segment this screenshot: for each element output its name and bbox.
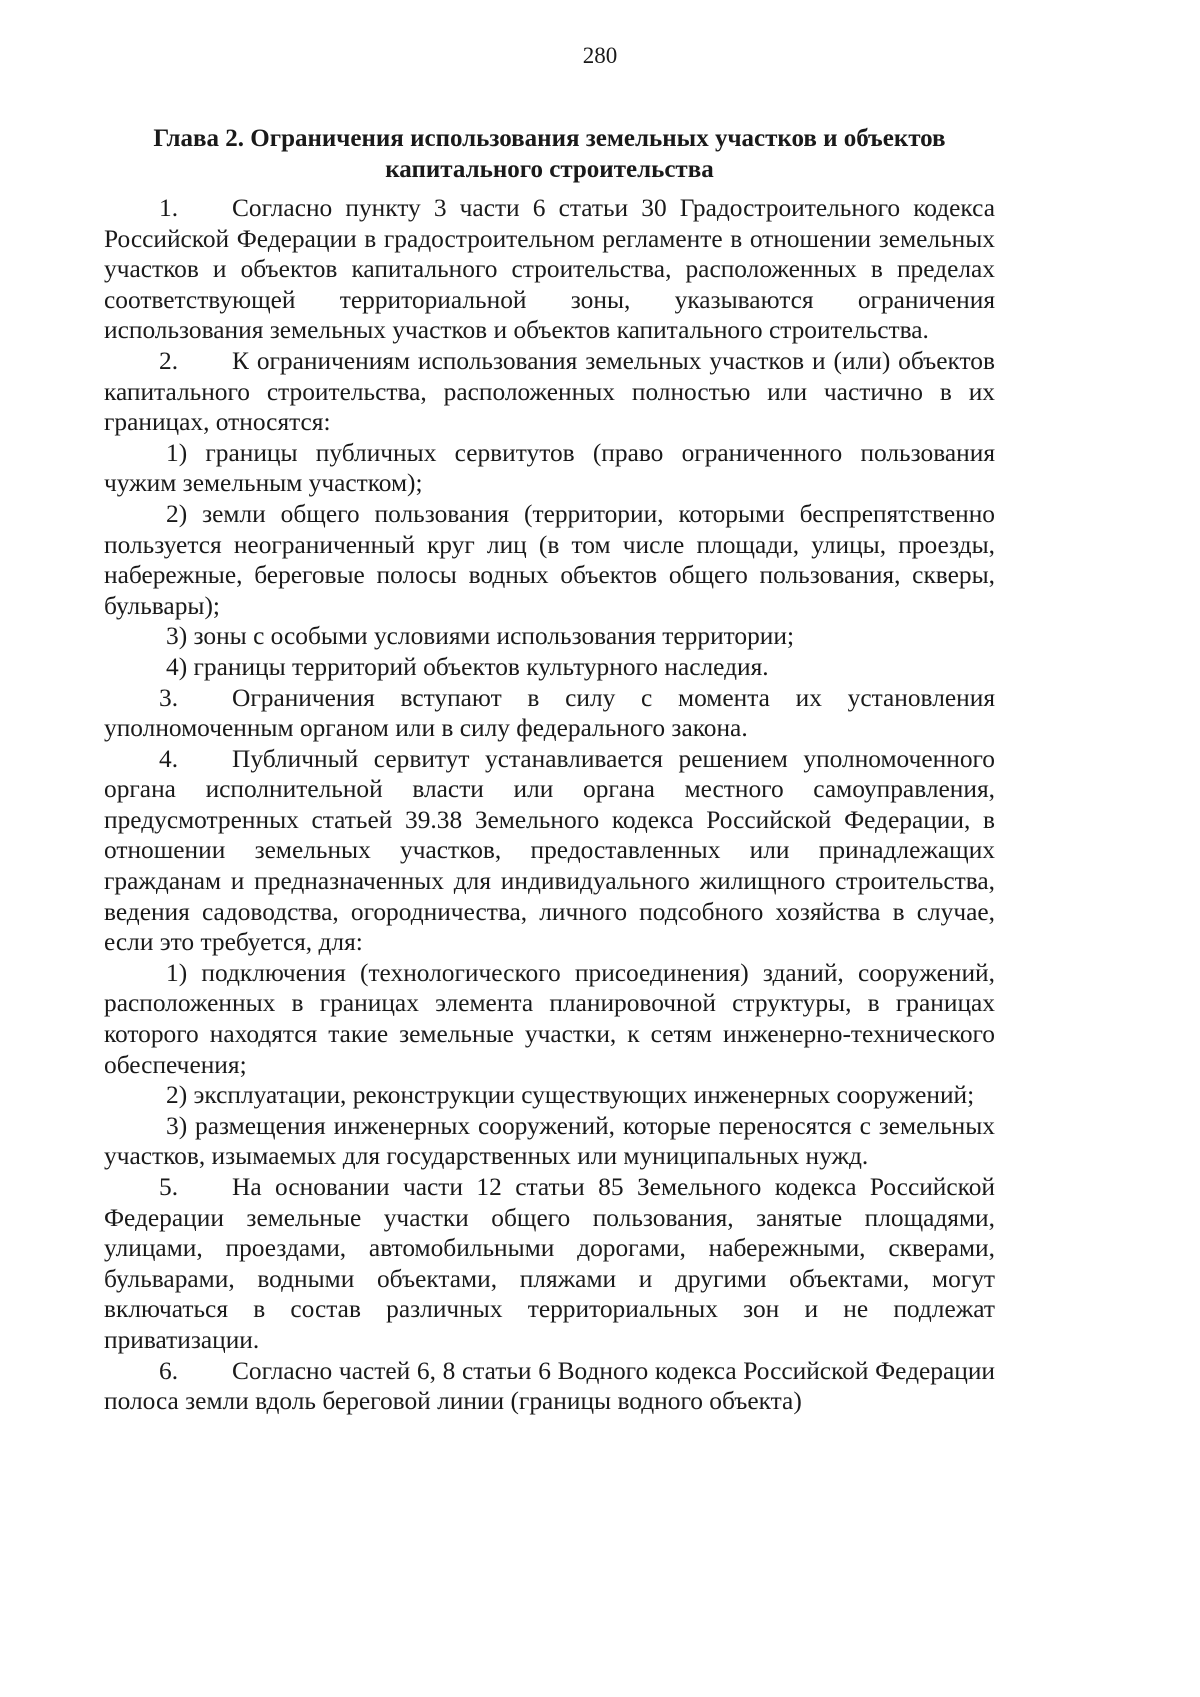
paragraph-number: 1. <box>159 194 179 222</box>
paragraph-text: Ограничения вступают в силу с момента их установления уполномоченным органом или в силу федерального закона. <box>104 683 995 743</box>
list-item: 1) подключения (технологического присоединения) зданий, сооружений, расположенных в границах элемента планировочной структуры, в границах которого находятся такие земельные участки, к сетям инженерно-технического обеспечения; <box>104 958 995 1079</box>
paragraph-text: Согласно частей 6, 8 статьи 6 Водного кодекса Российской Федерации полоса земли вдоль береговой линии (границы водного объекта) <box>104 1356 995 1416</box>
list-item: 2) эксплуатации, реконструкции существующих инженерных сооружений; <box>166 1081 975 1110</box>
list-item: 3) размещения инженерных сооружений, которые переносятся с земельных участков, изымаемых для государственных или муниципальных нужд. <box>104 1111 995 1171</box>
paragraph-number: 5. <box>159 1173 179 1201</box>
paragraph-number: 6. <box>159 1356 179 1385</box>
paragraph-6 <box>104 1356 995 1417</box>
paragraph-text: К ограничениям использования земельных участков и (или) объектов капитального строительства, расположенных полностью или частично в их границах, относятся: <box>104 346 995 437</box>
paragraph-2 <box>104 346 995 438</box>
paragraph-text: Согласно пункту 3 части 6 статьи 30 Градостроительного кодекса Российской Федерации в градостроительном регламенте в отношении земельных участков и объектов капитального строительства, расположенных в пределах соответствующей территориальной зоны, указываются ограничения использования земельных участков и объектов капитального строительства. <box>104 194 995 345</box>
paragraph-number: 2. <box>159 346 179 375</box>
page-number: 280 <box>582 43 618 68</box>
paragraph-number: 4. <box>159 744 179 773</box>
paragraph-4 <box>104 744 995 958</box>
list-item: 4) границы территорий объектов культурного наследия. <box>166 652 769 681</box>
list-item: 3) зоны с особыми условиями использования территории; <box>166 622 795 651</box>
chapter-title: Глава 2. Ограничения использования земельных участков и объектов капитального строительства <box>153 125 946 183</box>
document-body <box>104 193 995 1417</box>
paragraph-number: 3. <box>159 683 179 712</box>
paragraph-3 <box>104 683 995 744</box>
paragraph-text: На основании части 12 статьи 85 Земельного кодекса Российской Федерации земельные участки общего пользования, занятые площадями, улицами, проездами, автомобильными дорогами, набережными, скверами, бульварами, водными объектами, пляжами и другими объектами, могут включаться в состав различных территориальных зон и не подлежат приватизации. <box>104 1173 995 1354</box>
paragraph-text: Публичный сервитут устанавливается решением уполномоченного органа исполнительной власти или органа местного самоуправления, предусмотренных статьей 39.38 Земельного кодекса Российской Федерации, в отношении земельных участков, предоставленных или принадлежащих гражданам и предназначенных для индивидуального жилищного строительства, ведения садоводства, огородничества, личного подсобного хозяйства в случае, если это требуется, для: <box>104 744 995 957</box>
list-item: 2) земли общего пользования (территории, которыми беспрепятственно пользуется неограниченный круг лиц (в том числе площади, улицы, проезды, набережные, береговые полосы водных объектов общего пользования, скверы, бульвары); <box>104 499 995 620</box>
list-item: 1) границы публичных сервитутов (право ограниченного пользования чужим земельным участком); <box>104 438 995 498</box>
paragraph-5 <box>104 1172 995 1356</box>
paragraph-1 <box>104 193 995 346</box>
